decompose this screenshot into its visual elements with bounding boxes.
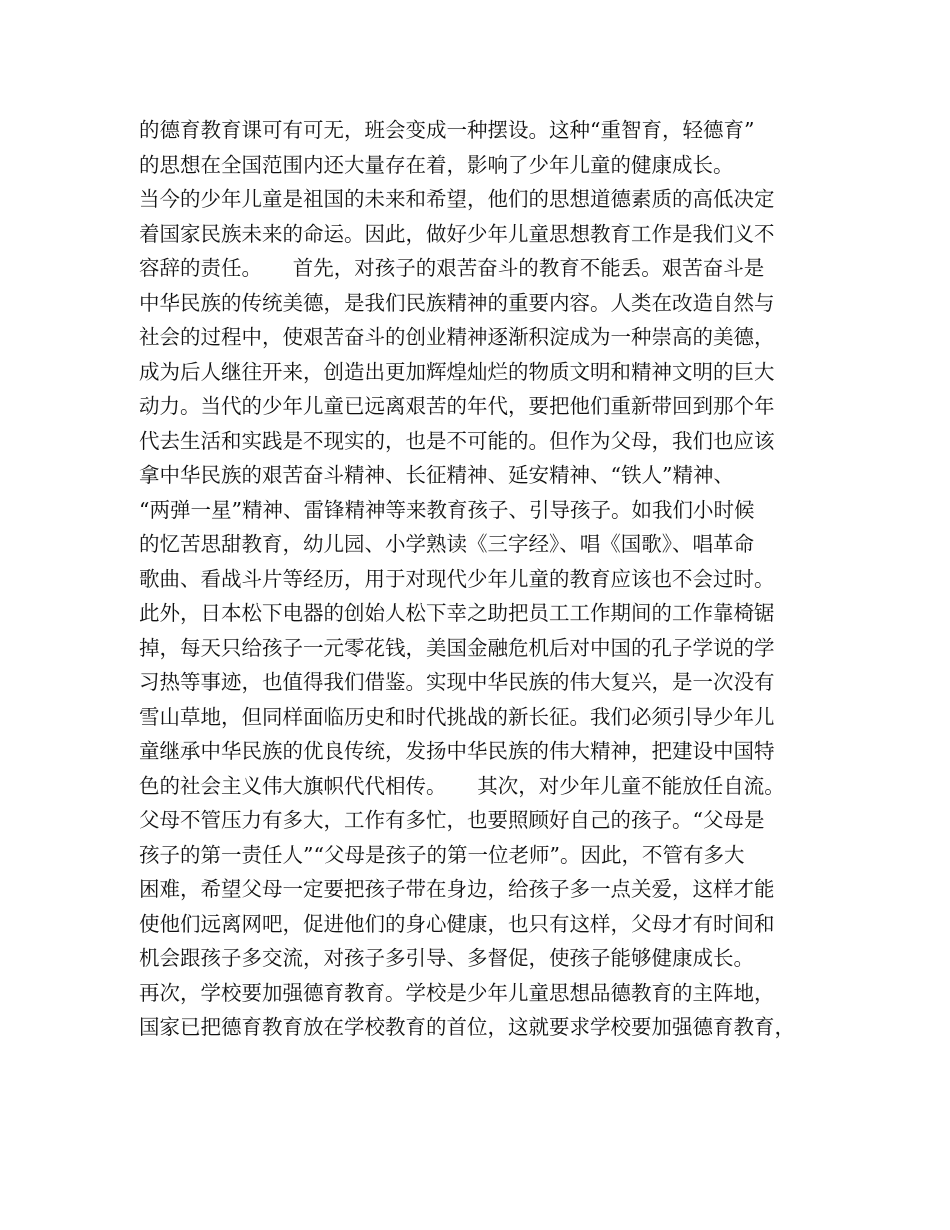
text-line: 代去生活和实践是不现实的，也是不可能的。但作为父母，我们也应该	[139, 428, 775, 453]
text-line: 童继承中华民族的优良传统，发扬中华民族的伟大精神，把建设中国特	[139, 739, 775, 763]
text-line: 社会的过程中，使艰苦奋斗的创业精神逐渐积淀成为一种崇高的美德，	[139, 325, 775, 349]
text-line: 机会跟孩子多交流，对孩子多引导、多督促，使孩子能够健康成长。	[139, 946, 754, 970]
text-line: 容辞的责任。 首先，对孩子的艰苦奋斗的教育不能丢。艰苦奋斗是	[139, 256, 765, 280]
text-line: 再次，学校要加强德育教育。学校是少年儿童思想品德教育的主阵地，	[139, 980, 775, 1005]
text-line: 的忆苦思甜教育，幼儿园、小学熟读《三字经》、唱《国歌》、唱革命	[139, 532, 754, 556]
text-line: 雪山草地，但同样面临历史和时代挑战的新长征。我们必须引导少年儿	[139, 704, 775, 729]
text-line: “两弹一星”精神、雷锋精神等来教育孩子、引导孩子。如我们小时候	[139, 497, 755, 522]
text-line: 孩子的第一责任人”“父母是孩子的第一位老师”。因此，不管有多大	[139, 842, 745, 867]
text-line: 使他们远离网吧，促进他们的身心健康，也只有这样，父母才有时间和	[139, 911, 775, 936]
text-line: 拿中华民族的艰苦奋斗精神、长征精神、延安精神、“铁人”精神、	[139, 463, 734, 487]
text-line: 着国家民族未来的命运。因此，做好少年儿童思想教育工作是我们义不	[139, 221, 775, 246]
text-line: 掉，每天只给孩子一元零花钱，美国金融危机后对中国的孔子学说的学	[139, 635, 775, 660]
text-line: 此外，日本松下电器的创始人松下幸之助把员工工作期间的工作靠椅锯	[139, 601, 775, 625]
text-line: 的思想在全国范围内还大量存在着，影响了少年儿童的健康成长。	[139, 152, 734, 177]
text-line: 当今的少年儿童是祖国的未来和希望，他们的思想道德素质的高低决定	[139, 187, 775, 211]
text-line: 国家已把德育教育放在学校教育的首位，这就要求学校要加强德育教育，	[139, 1015, 795, 1039]
text-line: 色的社会主义伟大旗帜代代相传。 其次，对少年儿童不能放任自流。	[139, 773, 785, 798]
text-line: 动力。当代的少年儿童已远离艰苦的年代，要把他们重新带回到那个年	[139, 394, 775, 418]
text-line: 的德育教育课可有可无，班会变成一种摆设。这种“重智育，轻德育”	[139, 118, 755, 142]
text-line: 中华民族的传统美德，是我们民族精神的重要内容。人类在改造自然与	[139, 290, 775, 315]
text-line: 成为后人继往开来，创造出更加辉煌灿烂的物质文明和精神文明的巨大	[139, 359, 775, 384]
text-line: 困难，希望父母一定要把孩子带在身边，给孩子多一点关爱，这样才能	[139, 877, 775, 901]
text-line: 习热等事迹，也值得我们借鉴。实现中华民族的伟大复兴，是一次没有	[139, 670, 775, 694]
text-line: 父母不管压力有多大，工作有多忙，也要照顾好自己的孩子。“父母是	[139, 808, 765, 832]
text-line: 歌曲、看战斗片等经历，用于对现代少年儿童的教育应该也不会过时。	[139, 566, 775, 591]
body-text	[139, 113, 839, 1045]
